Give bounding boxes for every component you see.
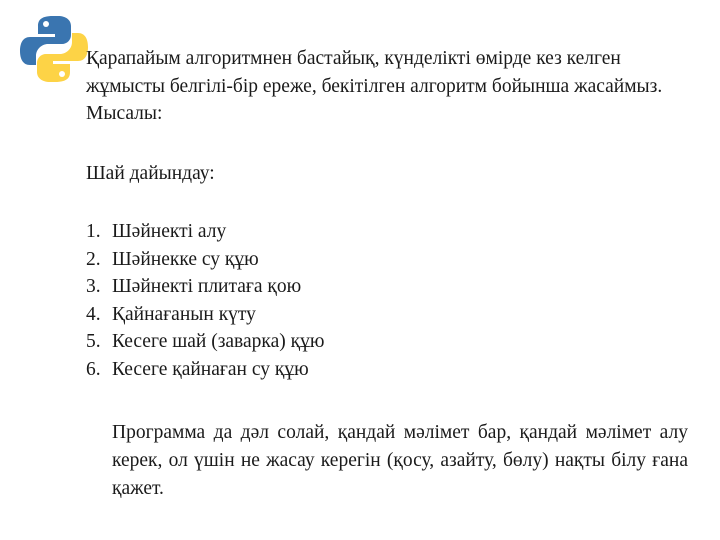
list-item: 3. Шәйнекті плитаға қою xyxy=(86,276,302,297)
list-item: 5. Кесеге шай (заварка) құю xyxy=(86,331,325,352)
list-item: 6. Кесеге қайнаған су құю xyxy=(86,358,309,380)
python-logo-icon xyxy=(18,13,90,85)
closing-paragraph: Программа да дәл солай, қандай мәлімет бар, қандай мәлімет алу керек, ол үшін не жасау керегін (қосу, азайту, бөлу) нақты білу ғана қажет. xyxy=(112,422,688,499)
steps-list xyxy=(86,218,324,383)
section-heading: Шай дайындау: xyxy=(86,163,215,184)
list-item: 4. Қайнағанын күту xyxy=(86,303,256,325)
intro-paragraph: Қарапайым алгоритмнен бастайық, күнделікті өмірде кез келген жұмысты белгілі-бір ереже, бекітілген алгоритм бойынша жасаймыз. Мысалы: xyxy=(86,48,663,124)
list-item: 1. Шәйнекті алу xyxy=(86,221,227,242)
list-item: 2. Шәйнекке су құю xyxy=(86,248,259,270)
